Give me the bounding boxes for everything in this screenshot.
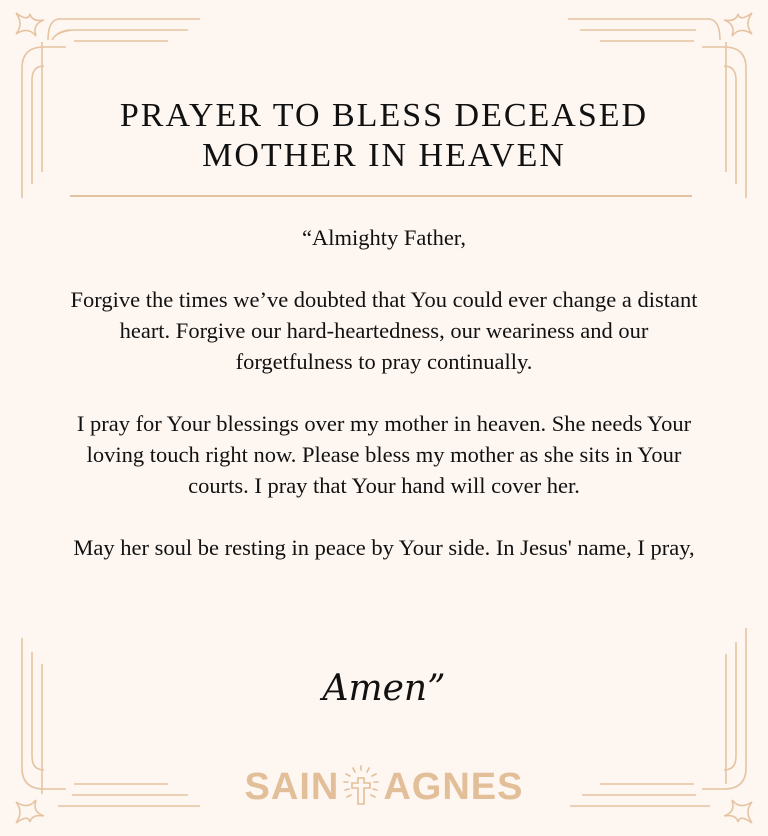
prayer-body (60, 222, 708, 594)
saint-agnes-logo (0, 764, 768, 810)
prayer-salutation: “Almighty Father, (301, 225, 467, 250)
page-title (0, 96, 768, 176)
title-line-1: PRAYER TO BLESS DECEASED (119, 97, 649, 134)
prayer-paragraph: May her soul be resting in peace by Your side. In Jesus' name, I pray, (73, 535, 695, 560)
prayer-paragraph: I pray for Your blessings over my mother in heaven. She needs Your loving touch right now. Please bless my mother as she sits in Your courts. I pray that Your hand will cover her. (76, 411, 692, 498)
title-line-2: MOTHER IN HEAVEN (202, 137, 566, 174)
prayer-closing: Amen” (322, 668, 446, 709)
prayer-paragraph: Forgive the times we’ve doubted that You could ever change a distant heart. Forgive our hard-heartedness, our weariness and our forgetfulness to pray continually. (70, 287, 698, 374)
cross-icon (341, 764, 381, 810)
logo-text-right: AGNES (383, 765, 524, 808)
logo-text-left: SAIN (244, 765, 340, 808)
title-divider (70, 195, 692, 197)
